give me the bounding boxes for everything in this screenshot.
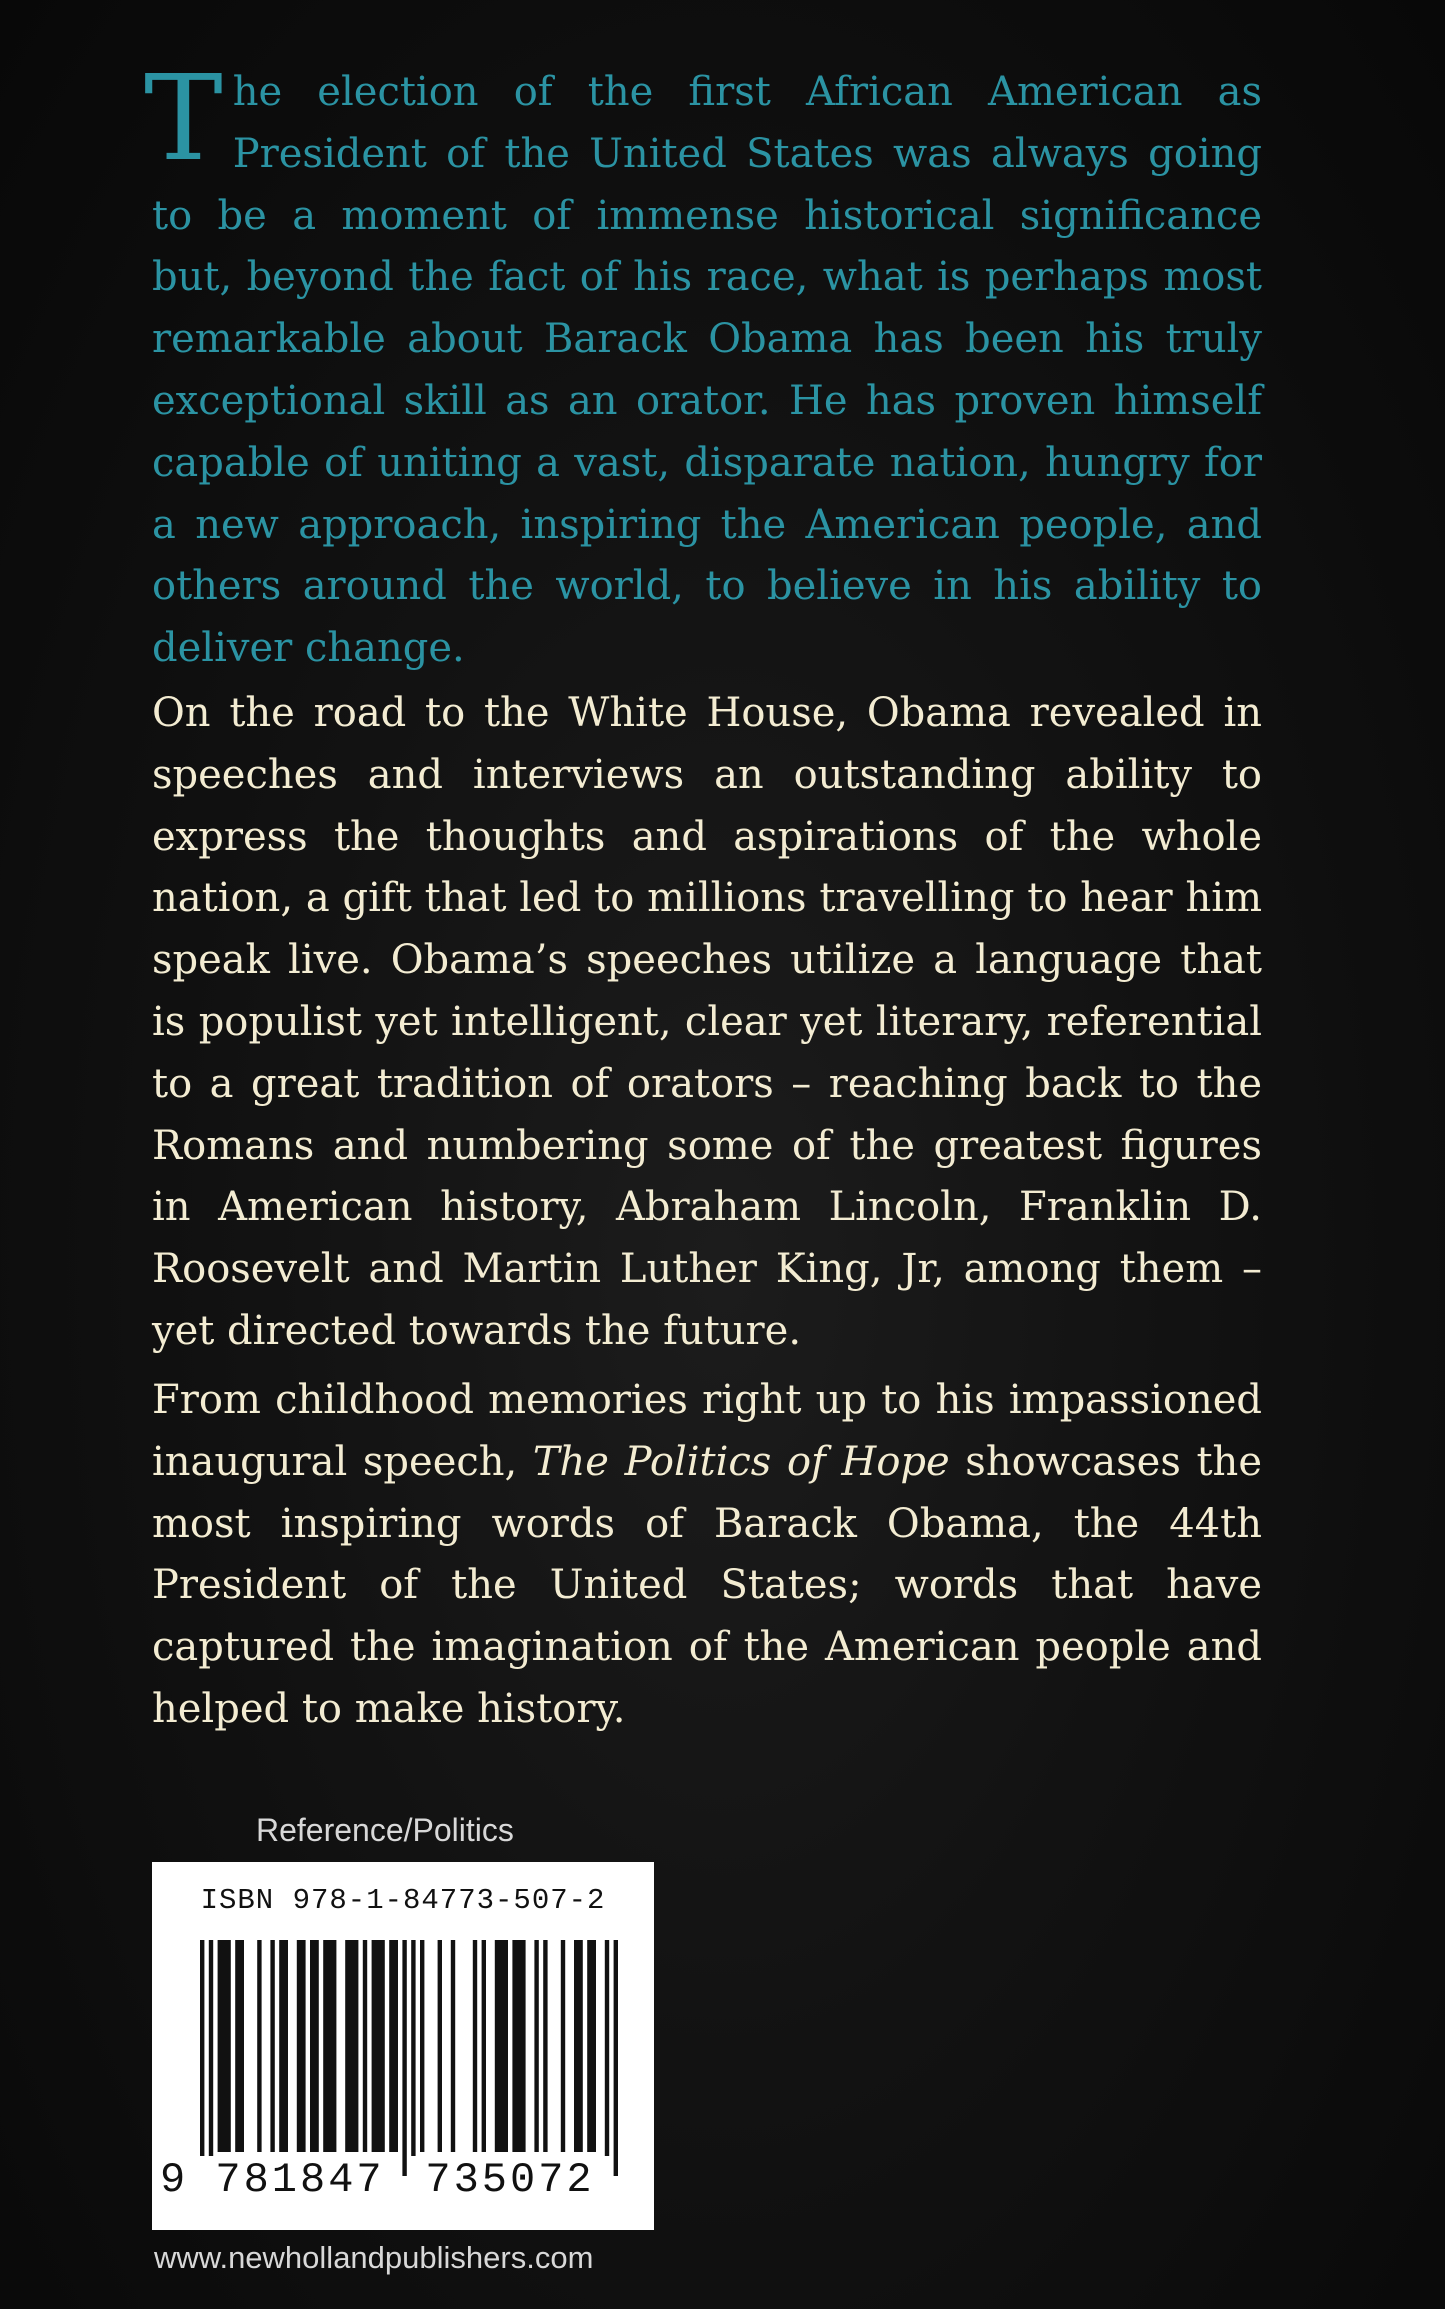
intro-paragraph (144, 49, 1262, 680)
barcode-bar (438, 1940, 442, 2152)
barcode-bar (270, 1940, 274, 2152)
category-label: Reference/Politics (256, 1812, 514, 1848)
publisher-website: www.newhollandpublishers.com (154, 2240, 594, 2275)
ean-first-digit: 9 (160, 2156, 186, 2204)
barcode-bar (257, 1940, 261, 2152)
barcode-bar (310, 1940, 319, 2152)
body-paragraph-1: On the road to the White House, Obama revealed in speeches and interviews an outstanding ability to express the thoughts and aspirations of the whole nation, a gift that led to millions travelling to hear him speak live. Obama’s speeches utilize a language that is populist yet intelligent, clear yet literary, referential to a great tradition of orators – reaching back to the Romans and numbering some of the greatest figures in American history, Abraham Lincoln, Franklin D. Roosevelt and Martin Luther King, Jr, among them – yet directed towards the future. (152, 690, 1262, 1354)
barcode-bar (574, 1940, 583, 2152)
intro-paragraph-text: he election of the first African American as President of the United States was always going to be a moment of immense historical significance but, beyond the fact of his race, what is perhaps most remarkable about Barack Obama has been his truly exceptional skill as an orator. He has proven himself capable of uniting a vast, disparate nation, hungry for a new approach, inspiring the American people, and others around the world, to believe in his ability to deliver change. (152, 69, 1262, 672)
barcode-bar (482, 1940, 486, 2152)
barcode-guard-bar (402, 1940, 406, 2176)
ean-right-group: 735072 (410, 2156, 610, 2204)
barcode-guard-bar (200, 1940, 204, 2176)
barcode-bar (451, 1940, 455, 2152)
body-paragraph-2-start: From childhood memories right up to his impassioned inaugural speech, (152, 1377, 1262, 1485)
book-title: The Politics of Hope (532, 1438, 950, 1485)
barcode-bar (512, 1940, 525, 2152)
body-paragraph-2-end: showcases the most inspiring words of Barack Obama, the 44th President of the United States; words that have captured the imagination of the American people and helped to make history. (152, 1438, 1262, 1732)
ean-left-group: 781847 (200, 2156, 400, 2204)
barcode-bar (345, 1940, 358, 2152)
barcode-bars (182, 1940, 624, 2176)
barcode-bar (235, 1940, 244, 2152)
barcode-bar (279, 1940, 288, 2152)
barcode-panel (152, 1862, 654, 2230)
ean-digits (152, 2156, 654, 2206)
barcode-guard-bar (411, 1940, 415, 2176)
isbn-label: ISBN 978-1-84773-507-2 (200, 1884, 606, 1917)
barcode-guard-bar (605, 1940, 609, 2176)
barcode-bar (389, 1940, 398, 2152)
barcode-bar (561, 1940, 565, 2152)
barcode-bar (587, 1940, 596, 2152)
barcode-bar (372, 1940, 385, 2152)
barcode-bar (363, 1940, 367, 2152)
barcode-bar (323, 1940, 336, 2152)
barcode-bar (473, 1940, 477, 2152)
barcode-bar (420, 1940, 424, 2152)
drop-cap: T (144, 49, 223, 187)
barcode-bar (495, 1940, 508, 2152)
barcode-guard-bar (614, 1940, 618, 2176)
barcode-bar (543, 1940, 547, 2152)
barcode-bar (218, 1940, 231, 2152)
barcode-bar (297, 1940, 306, 2152)
barcode-bar (534, 1940, 538, 2152)
barcode-guard-bar (209, 1940, 213, 2176)
body-paragraph-2 (152, 1370, 1262, 1741)
